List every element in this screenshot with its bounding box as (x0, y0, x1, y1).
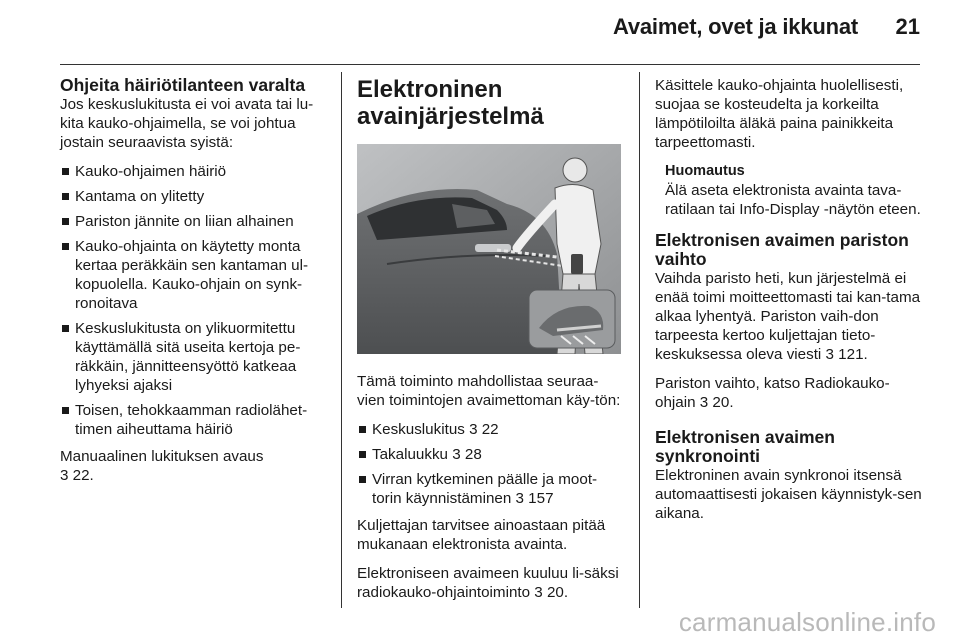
list-item: Keskuslukitus 3 22 (357, 420, 625, 439)
key-care-paragraph: Käsittele kauko-ohjainta huolellisesti, suojaa se kosteudelta ja korkeilta lämpötiloilta äläkä paina painikkeita tarpeettomasti. (655, 77, 904, 151)
car-door-illustration (357, 144, 621, 354)
page-reference-link[interactable]: 3 22. (60, 467, 94, 484)
note-title: Huomautus (665, 163, 745, 179)
battery-reference-paragraph: Pariston vaihto, katso Radiokauko-ohjain 3 20. (655, 375, 890, 411)
section-heading-electronic-key: Elektroninen avainjärjestelmä (357, 76, 544, 130)
manual-unlock-text: Manuaalinen lukituksen avaus (60, 448, 264, 465)
page-number: 21 (895, 14, 920, 39)
remote-function-paragraph: Elektroniseen avaimeen kuuluu li-säksi radiokauko-ohjaintoiminto 3 20. (357, 565, 619, 601)
section-heading-troubleshooting: Ohjeita häiriötilanteen varalta (60, 75, 306, 95)
column-key-care (655, 76, 923, 533)
manual-unlock-paragraph (60, 447, 328, 485)
note-box (655, 162, 923, 219)
keyless-entry-illustration (357, 144, 621, 354)
section-heading-battery: Elektronisen avaimen pariston vaihto (655, 230, 909, 269)
column-divider (639, 72, 640, 608)
list-item: Keskuslukitusta on ylikuormitettu käyttämällä sitä useita kertoja pe-räkkäin, jännitteensyöttö katkeaa lyhyeksi ajaksi (60, 319, 328, 395)
list-item: Takaluukku 3 28 (357, 445, 625, 464)
battery-paragraph: Vaihda paristo heti, kun järjestelmä ei enää toimi moitteettomasti tai kan-tama alkaa lyhentyä. Pariston vaih-don tarpeesta kertoo kuljettajan tieto-keskuksessa oleva viesti 3 121. (655, 270, 921, 363)
troubleshooting-intro: Jos keskuslukitusta ei voi avata tai lu-kita kauko-ohjaimella, se voi johtua jostain seuraavista syistä: (60, 96, 314, 151)
column-troubleshooting (60, 76, 328, 485)
list-item: Virran kytkeminen päälle ja moot-torin käynnistäminen 3 157 (357, 470, 625, 508)
list-item: Kauko-ohjainta on käytetty monta kertaa peräkkäin sen kantaman ul-kopuolella. Kauko-ohjain on synk-ronoitava (60, 237, 328, 313)
column-divider (341, 72, 342, 608)
list-item: Kantama on ylitetty (60, 187, 328, 206)
cause-list (60, 162, 328, 439)
page-header (60, 0, 920, 65)
function-intro: Tämä toiminto mahdollistaa seuraa-vien toimintojen avaimettoman käy-tön: (357, 373, 621, 409)
driver-key-paragraph: Kuljettajan tarvitsee ainoastaan pitää mukanaan elektronista avainta. (357, 517, 606, 553)
list-item: Kauko-ohjaimen häiriö (60, 162, 328, 181)
column-electronic-key (357, 76, 625, 612)
list-item: Pariston jännite on liian alhainen (60, 212, 328, 231)
watermark: carmanualsonline.info (678, 607, 936, 637)
sync-paragraph: Elektroninen avain synkronoi itsensä automaattisesti jokaisen käynnistyk-sen aikana. (655, 467, 922, 522)
function-list (357, 420, 625, 508)
section-heading-sync: Elektronisen avaimen synkronointi (655, 427, 835, 466)
list-item: Toisen, tehokkaamman radiolähet-timen aiheuttama häiriö (60, 401, 328, 439)
chapter-title: Avaimet, ovet ja ikkunat (612, 14, 858, 39)
note-text: Älä aseta elektronista avainta tava-ratilaan tai Info-Display -näytön eteen. (665, 182, 921, 218)
